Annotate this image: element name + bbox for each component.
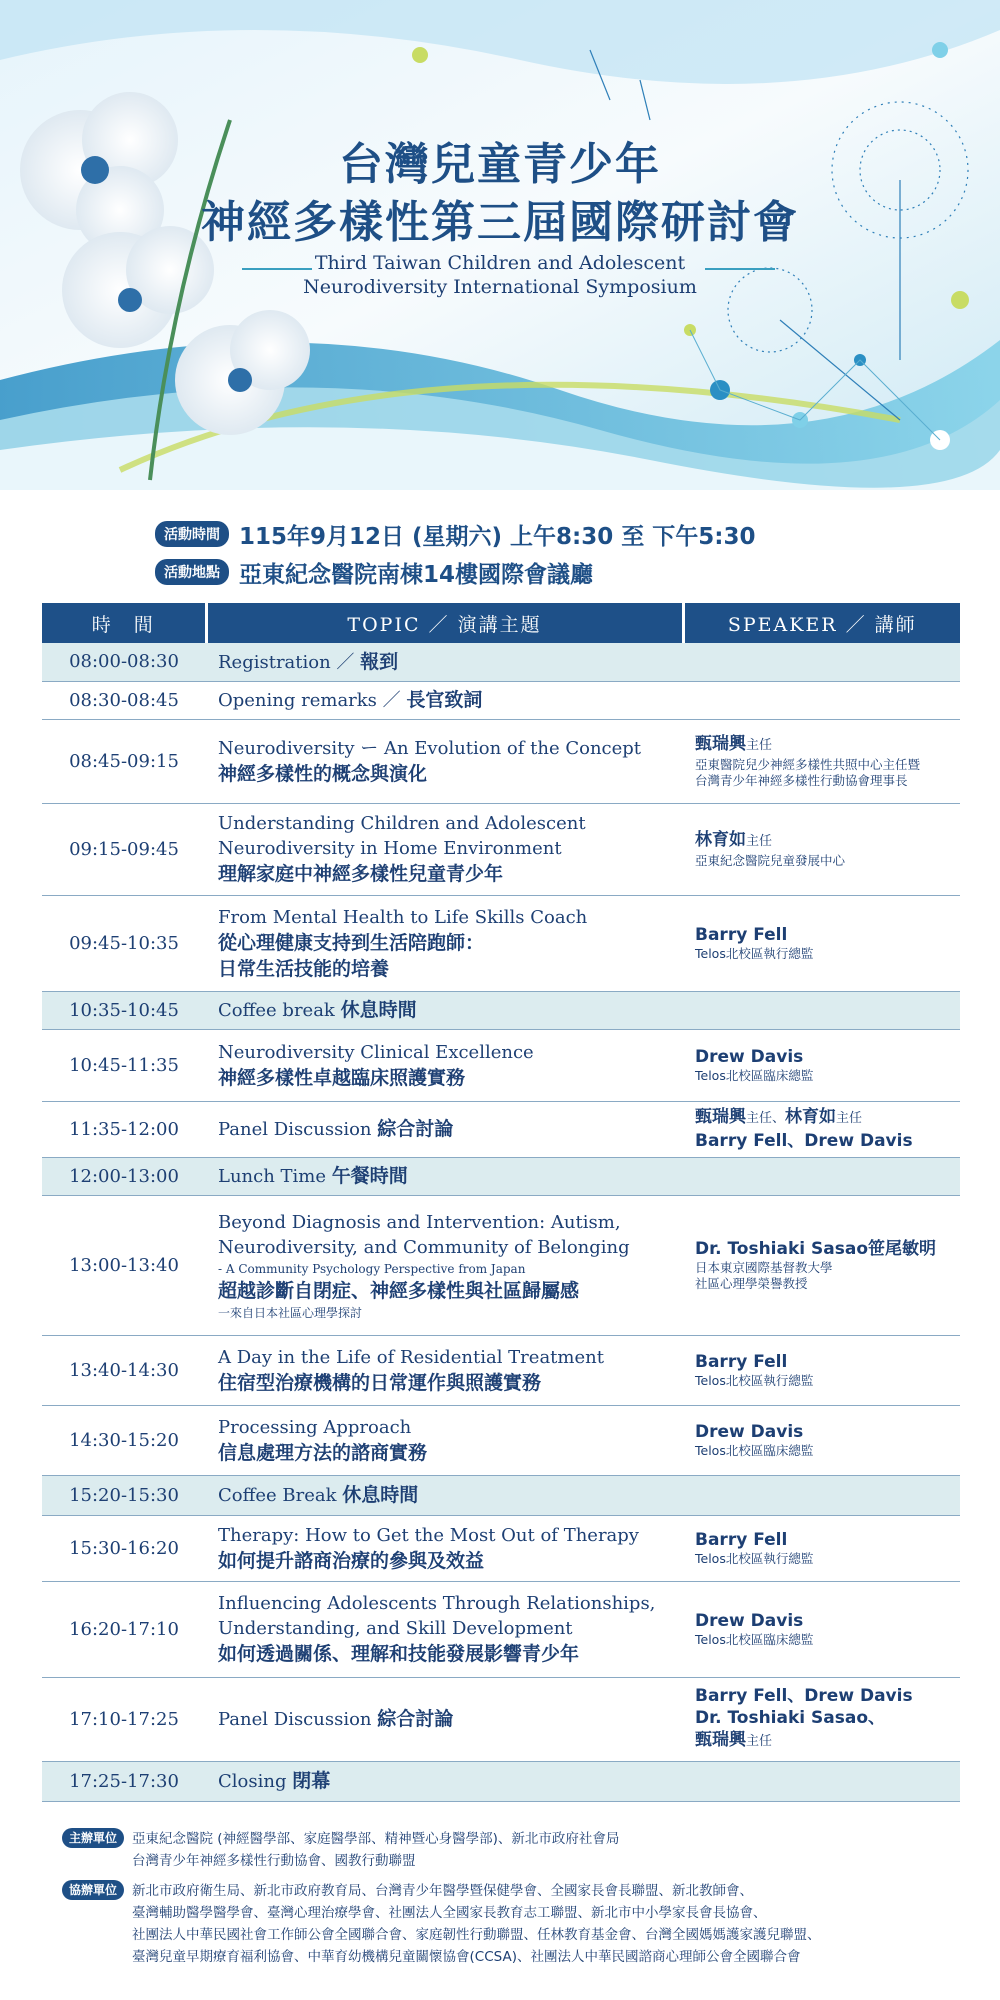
topic-zh: 報到	[360, 650, 399, 673]
topic-zh-2: 日常生活技能的培養	[218, 957, 390, 980]
host-line: 亞東紀念醫院 (神經醫學部、家庭醫學部、精神暨心身醫學部)、新北市政府社會局	[132, 1831, 620, 1847]
speaker-affiliation: Telos北校區執行總監	[695, 1551, 814, 1566]
speaker-name: Barry Fell	[695, 1352, 788, 1372]
speaker-title: 主任	[836, 1111, 863, 1126]
row-speaker	[683, 1515, 960, 1581]
topic-subtitle: - A Community Psychology Perspective from Japan	[218, 1261, 526, 1276]
row-speaker	[683, 1195, 960, 1335]
event-place-row	[155, 553, 955, 591]
topic-en: Understanding Children and Adolescent	[218, 813, 586, 834]
topic-en: Lunch Time	[218, 1166, 332, 1187]
topic-en: Opening remarks ／	[218, 690, 407, 711]
title-zh-line2: 神經多樣性第三屆國際研討會	[201, 197, 799, 248]
table-row	[42, 1677, 960, 1761]
row-speaker	[683, 1405, 960, 1475]
speaker-affiliation: Telos北校區執行總監	[695, 1373, 814, 1388]
row-time: 12:00-13:00	[42, 1157, 206, 1195]
topic-zh: 綜合討論	[377, 1708, 454, 1730]
speaker-affiliation: 社區心理學榮譽教授	[695, 1276, 808, 1291]
speaker-names	[695, 1106, 960, 1130]
speaker-name: Drew Davis	[695, 1047, 804, 1067]
topic-en-2: Understanding, and Skill Development	[218, 1618, 573, 1639]
row-topic	[206, 1029, 683, 1101]
row-speaker	[683, 803, 960, 895]
row-topic	[206, 1157, 683, 1195]
table-row	[42, 1157, 960, 1195]
topic-zh: 如何提升諮商治療的參與及效益	[218, 1549, 485, 1572]
row-time: 09:15-09:45	[42, 803, 206, 895]
topic-zh: 超越診斷自閉症、神經多樣性與社區歸屬感	[218, 1279, 580, 1302]
row-time: 09:45-10:35	[42, 895, 206, 991]
header-time: 時 間	[42, 603, 206, 643]
topic-en: Beyond Diagnosis and Intervention: Autism,	[218, 1211, 621, 1233]
topic-zh: 住宿型治療機構的日常運作與照護實務	[218, 1371, 542, 1394]
table-row	[42, 991, 960, 1029]
table-row	[42, 895, 960, 991]
speaker-name: Drew Davis	[695, 1422, 804, 1442]
topic-zh: 休息時間	[340, 999, 417, 1021]
table-row	[42, 1581, 960, 1677]
speaker-names: Barry Fell、Drew Davis	[695, 1686, 913, 1706]
host-line: 台灣青少年神經多樣性行動協會、國教行動聯盟	[132, 1853, 416, 1869]
topic-zh: 理解家庭中神經多樣性兒童青少年	[218, 863, 504, 885]
event-time-row	[155, 515, 955, 553]
co-host-list	[132, 1880, 821, 1968]
speaker-name-text: 林育如	[695, 830, 746, 850]
row-time: 10:35-10:45	[42, 991, 206, 1029]
table-row	[42, 1029, 960, 1101]
speaker-affiliation: Telos北校區臨床總監	[695, 1443, 814, 1458]
topic-en: Neurodiversity Clinical Excellence	[218, 1041, 534, 1063]
topic-zh: 神經多樣性的概念與演化	[218, 762, 428, 785]
hero-banner	[0, 0, 1000, 490]
topic-en: Influencing Adolescents Through Relationships,	[218, 1593, 656, 1614]
row-time: 17:10-17:25	[42, 1677, 206, 1761]
table-row	[42, 719, 960, 803]
title-en-line1: Third Taiwan Children and Adolescent	[314, 252, 686, 274]
table-row	[42, 1475, 960, 1515]
topic-en: Coffee Break	[218, 1485, 343, 1506]
schedule-table	[42, 603, 960, 1802]
co-host-line: 臺灣輔助醫學醫學會、臺灣心理治療學會、社團法人全國家長教育志工聯盟、新北市中小學家長會長協會、	[132, 1905, 767, 1921]
row-time: 11:35-12:00	[42, 1101, 206, 1157]
row-speaker	[683, 1029, 960, 1101]
row-topic	[206, 1581, 683, 1677]
speaker-name-text: 甄瑞興	[695, 1730, 746, 1750]
row-time: 16:20-17:10	[42, 1581, 206, 1677]
schedule-header-row	[42, 603, 960, 643]
row-speaker	[683, 719, 960, 803]
table-row	[42, 1195, 960, 1335]
speaker-title: 主任、	[746, 1111, 786, 1126]
topic-en: Coffee break	[218, 1000, 341, 1021]
speaker-affiliation: Telos北校區執行總監	[695, 946, 814, 961]
topic-zh: 從心理健康支持到生活陪跑師：	[218, 931, 485, 954]
speaker-name: Drew Davis	[695, 1611, 804, 1631]
speaker-names	[695, 1729, 960, 1753]
event-time: 115年9月12日 (星期六) 上午8:30 至 下午5:30	[239, 523, 756, 550]
speaker-name: Barry Fell	[695, 925, 788, 945]
co-host-line: 社團法人中華民國社會工作師公會全國聯合會、家庭韌性行動聯盟、任林教育基金會、台灣全國媽媽護家護兒聯盟、	[132, 1927, 821, 1943]
speaker-names: Dr. Toshiaki Sasao、	[695, 1708, 886, 1728]
event-place: 亞東紀念醫院南棟14樓國際會議廳	[239, 561, 594, 588]
speaker-name-text: 甄瑞興	[695, 1107, 746, 1127]
speaker-affiliation: Telos北校區臨床總監	[695, 1632, 814, 1647]
event-info	[155, 515, 955, 591]
row-topic	[206, 1405, 683, 1475]
title-zh-line1: 台灣兒童青少年	[339, 139, 661, 190]
host-badge: 主辦單位	[62, 1828, 124, 1848]
row-topic	[206, 1515, 683, 1581]
speaker-affiliation: Telos北校區臨床總監	[695, 1068, 814, 1083]
row-topic	[206, 1677, 683, 1761]
topic-en: Neurodiversity ー An Evolution of the Concept	[218, 737, 642, 759]
topic-en-2: Neurodiversity, and Community of Belonging	[218, 1236, 630, 1258]
topic-en: Panel Discussion	[218, 1119, 378, 1140]
host-row	[62, 1828, 962, 1872]
co-host-line: 臺灣兒童早期療育福利協會、中華育幼機構兒童關懷協會(CCSA)、社團法人中華民國諮商心理師公會全國聯合會	[132, 1949, 801, 1965]
speaker-title: 主任	[746, 738, 773, 753]
table-row	[42, 1405, 960, 1475]
row-topic	[206, 1475, 683, 1515]
table-row	[42, 1515, 960, 1581]
row-speaker	[683, 895, 960, 991]
row-topic	[206, 895, 683, 991]
row-topic	[206, 803, 683, 895]
topic-zh: 如何透過關係、理解和技能發展影響青少年	[218, 1643, 580, 1665]
row-speaker	[683, 1335, 960, 1405]
topic-zh: 神經多樣性卓越臨床照護實務	[218, 1066, 466, 1089]
topic-zh: 閉幕	[292, 1770, 331, 1792]
row-speaker	[683, 1101, 960, 1157]
speaker-name: Dr. Toshiaki Sasao笹尾敏明	[695, 1239, 937, 1259]
speaker-name	[695, 829, 960, 853]
row-time: 08:45-09:15	[42, 719, 206, 803]
topic-en: Closing	[218, 1771, 293, 1792]
row-time: 08:30-08:45	[42, 681, 206, 719]
speaker-names: Barry Fell、Drew Davis	[695, 1131, 913, 1151]
row-topic	[206, 1195, 683, 1335]
row-speaker	[683, 991, 960, 1029]
row-time: 10:45-11:35	[42, 1029, 206, 1101]
topic-en: Processing Approach	[218, 1416, 412, 1438]
time-badge: 活動時間	[155, 521, 229, 547]
row-time: 17:25-17:30	[42, 1761, 206, 1801]
topic-en: Registration ／	[218, 651, 361, 673]
topic-zh: 信息處理方法的諮商實務	[218, 1441, 428, 1464]
table-row	[42, 681, 960, 719]
row-speaker	[683, 643, 960, 681]
speaker-title: 主任	[746, 834, 773, 849]
topic-zh: 午餐時間	[331, 1165, 408, 1187]
topic-en: From Mental Health to Life Skills Coach	[218, 906, 588, 928]
topic-en-2: Neurodiversity in Home Environment	[218, 838, 562, 859]
header-topic: TOPIC ／ 演講主題	[206, 603, 683, 643]
speaker-affiliation: 亞東醫院兒少神經多樣性共照中心主任暨	[695, 757, 921, 772]
table-row	[42, 1101, 960, 1157]
speaker-title: 主任	[746, 1734, 773, 1749]
host-list	[132, 1828, 619, 1872]
row-speaker	[683, 1581, 960, 1677]
topic-en: Panel Discussion	[218, 1709, 378, 1730]
row-time: 13:40-14:30	[42, 1335, 206, 1405]
row-topic	[206, 1101, 683, 1157]
topic-zh: 長官致詞	[406, 689, 483, 711]
row-time: 13:00-13:40	[42, 1195, 206, 1335]
organizers	[62, 1828, 962, 1976]
row-topic	[206, 991, 683, 1029]
speaker-name: Barry Fell	[695, 1530, 788, 1550]
table-row	[42, 1761, 960, 1801]
topic-en: Therapy: How to Get the Most Out of Therapy	[218, 1524, 639, 1546]
speaker-affiliation: 日本東京國際基督教大學	[695, 1260, 833, 1275]
title-en-line2: Neurodiversity International Symposium	[303, 276, 697, 298]
row-topic	[206, 1335, 683, 1405]
row-speaker	[683, 1475, 960, 1515]
speaker-name	[695, 733, 960, 757]
row-time: 15:20-15:30	[42, 1475, 206, 1515]
row-time: 08:00-08:30	[42, 643, 206, 681]
row-speaker	[683, 1677, 960, 1761]
row-topic	[206, 643, 683, 681]
co-host-line: 新北市政府衛生局、新北市政府教育局、台灣青少年醫學暨保健學會、全國家長會長聯盟、新北教師會、	[132, 1883, 754, 1899]
row-speaker	[683, 1761, 960, 1801]
row-topic	[206, 681, 683, 719]
row-topic	[206, 719, 683, 803]
topic-en: A Day in the Life of Residential Treatment	[218, 1346, 604, 1368]
speaker-name-text: 甄瑞興	[695, 734, 746, 754]
co-host-badge: 協辦單位	[62, 1880, 124, 1900]
table-row	[42, 1335, 960, 1405]
row-time: 15:30-16:20	[42, 1515, 206, 1581]
row-speaker	[683, 681, 960, 719]
topic-zh: 綜合討論	[377, 1118, 454, 1140]
header-speaker: SPEAKER ／ 講師	[683, 603, 960, 643]
row-time: 14:30-15:20	[42, 1405, 206, 1475]
table-row	[42, 643, 960, 681]
table-row	[42, 803, 960, 895]
co-host-row	[62, 1880, 962, 1968]
speaker-name-text: 林育如	[785, 1107, 837, 1127]
speaker-affiliation: 亞東紀念醫院兒童發展中心	[695, 853, 846, 868]
topic-zh-subtitle: 一來自日本社區心理學探討	[218, 1305, 363, 1320]
speaker-affiliation: 台灣青少年神經多樣性行動協會理事長	[695, 773, 908, 788]
topic-zh: 休息時間	[342, 1484, 419, 1506]
row-topic	[206, 1761, 683, 1801]
place-badge: 活動地點	[155, 559, 229, 585]
row-speaker	[683, 1157, 960, 1195]
